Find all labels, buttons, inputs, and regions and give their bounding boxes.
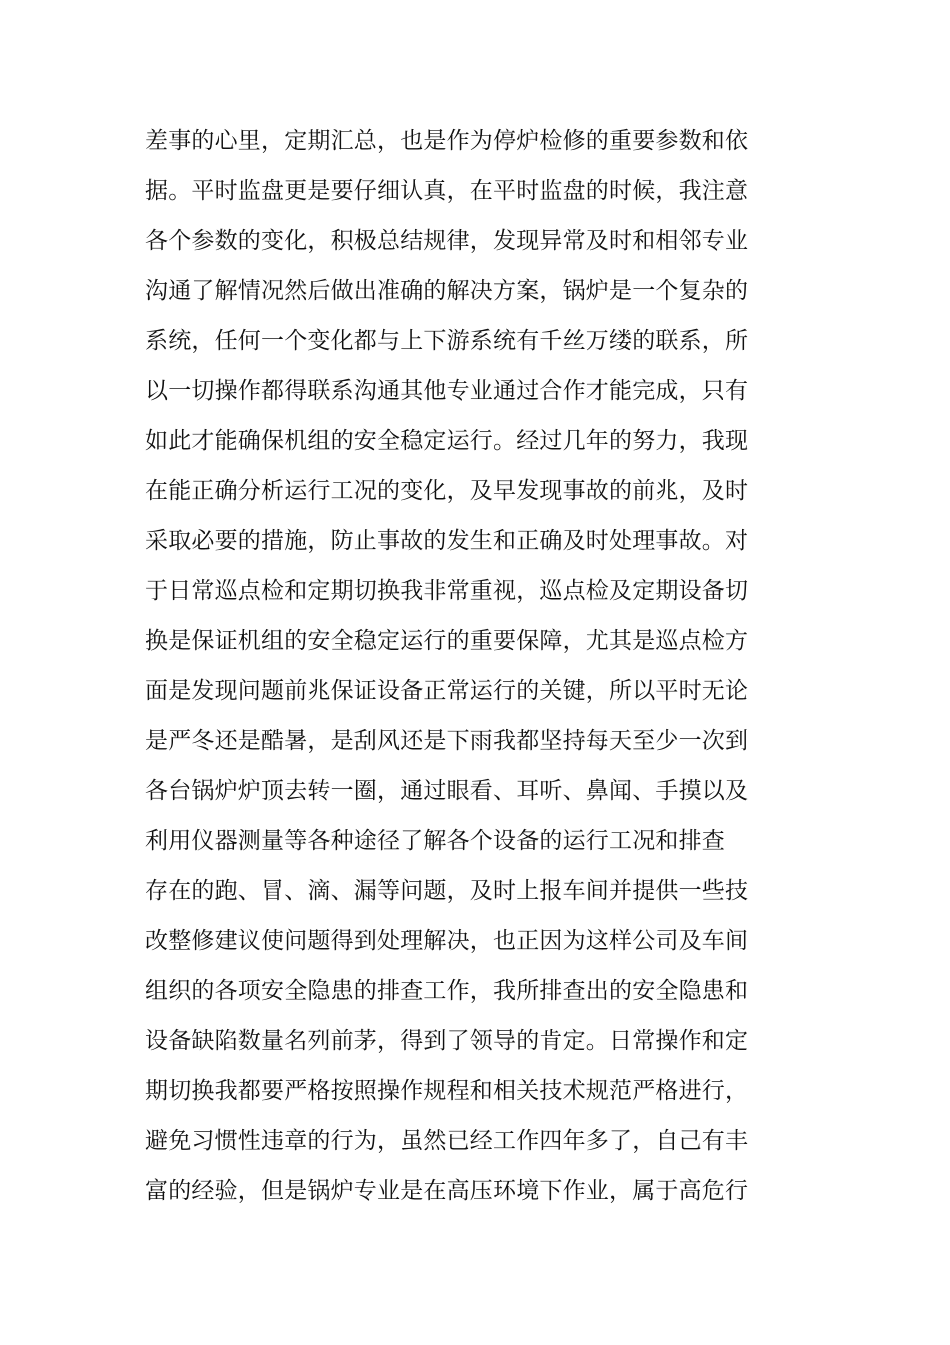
text-line: 如此才能确保机组的安全稳定运行。经过几年的努力，我现 <box>145 428 749 454</box>
text-line: 富的经验，但是锅炉专业是在高压环境下作业，属于高危行 <box>145 1178 749 1204</box>
body-text <box>145 121 765 1221</box>
text-line: 系统，任何一个变化都与上下游系统有千丝万缕的联系，所 <box>145 328 749 354</box>
text-line: 各台锅炉炉顶去转一圈，通过眼看、耳听、鼻闻、手摸以及 <box>145 778 749 804</box>
text-line: 期切换我都要严格按照操作规程和相关技术规范严格进行， <box>145 1078 749 1104</box>
text-line: 沟通了解情况然后做出准确的解决方案，锅炉是一个复杂的 <box>145 278 749 304</box>
text-line: 采取必要的措施，防止事故的发生和正确及时处理事故。对 <box>145 528 749 554</box>
text-line: 利用仪器测量等各种途径了解各个设备的运行工况和排查 <box>145 828 725 854</box>
text-line: 以一切操作都得联系沟通其他专业通过合作才能完成，只有 <box>145 378 749 404</box>
text-line: 避免习惯性违章的行为，虽然已经工作四年多了，自己有丰 <box>145 1128 749 1154</box>
text-line: 设备缺陷数量名列前茅，得到了领导的肯定。日常操作和定 <box>145 1028 749 1054</box>
text-line: 改整修建议使问题得到处理解决，也正因为这样公司及车间 <box>145 928 749 954</box>
text-line: 是严冬还是酷暑，是刮风还是下雨我都坚持每天至少一次到 <box>145 728 749 754</box>
text-line: 差事的心里，定期汇总，也是作为停炉检修的重要参数和依 <box>145 128 749 154</box>
text-line: 于日常巡点检和定期切换我非常重视，巡点检及定期设备切 <box>145 578 749 604</box>
text-line: 换是保证机组的安全稳定运行的重要保障，尤其是巡点检方 <box>145 628 749 654</box>
text-line: 组织的各项安全隐患的排查工作，我所排查出的安全隐患和 <box>145 978 749 1004</box>
text-line: 在能正确分析运行工况的变化，及早发现事故的前兆，及时 <box>145 478 749 504</box>
text-line: 存在的跑、冒、滴、漏等问题，及时上报车间并提供一些技 <box>145 878 749 904</box>
text-line: 面是发现问题前兆保证设备正常运行的关键，所以平时无论 <box>145 678 749 704</box>
text-line: 各个参数的变化，积极总结规律，发现异常及时和相邻专业 <box>145 228 749 254</box>
text-line: 据。平时监盘更是要仔细认真，在平时监盘的时候，我注意 <box>145 178 749 204</box>
